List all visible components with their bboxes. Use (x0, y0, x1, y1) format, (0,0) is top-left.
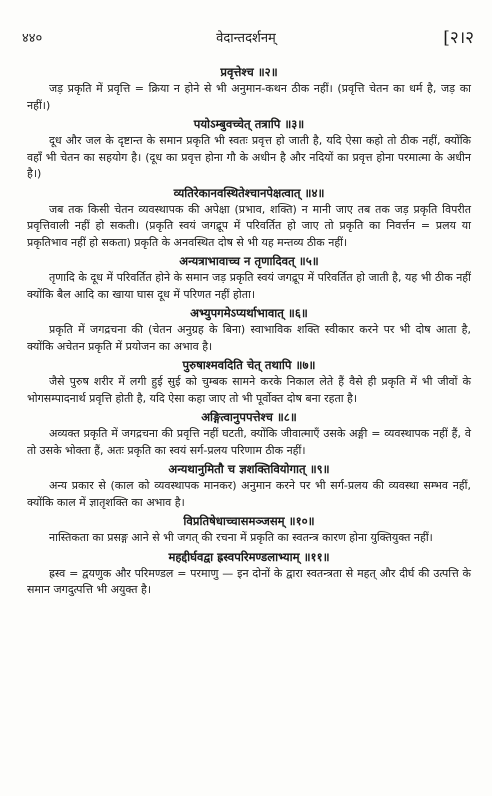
running-header (0, 28, 492, 48)
sutra-heading: अन्यत्राभावाच्च न तृणादिवत् ॥५॥ (179, 254, 319, 268)
commentary-paragraph: तृणादि के दूध में परिवर्तित होने के समान जड़ प्रकृति स्वयं जगद्रूप में परिवर्तित हो जाती है, यह भी ठीक नहीं क्योंकि बैल आदि का खाया घास दूध में परिणत नहीं होता। (27, 271, 471, 301)
section-reference: [२।२ (443, 28, 474, 48)
commentary-paragraph: जब तक किसी चेतन व्यवस्थापक की अपेक्षा (प्रभाव, शक्ति) न मानी जाए तब तक जड़ प्रकृति विपरीत प्रवृत्तिवाली नहीं हो सकती। (प्रकृति स्वयं जगद्रूप में परिवर्तित हो जाए तो प्रकृति का निवर्त्तन = प्रलय या प्रकृतिभाव नहीं हो सकता) प्रकृति के अनवस्थित दोष से भी यह मन्तव्य ठीक नहीं। (27, 202, 471, 249)
commentary-paragraph: प्रकृति में जगद्रचना की (चेतन अनुग्रह के बिना) स्वाभाविक शक्ति स्वीकार करने पर भी दोष आता है, क्योंकि अचेतन प्रकृति में प्रयोजन का अभाव है। (27, 323, 471, 353)
commentary-paragraph: जड़ प्रकृति में प्रवृत्ति = क्रिया न होने से भी अनुमान-कथन ठीक नहीं। (प्रवृत्ति चेतन का धर्म है, जड़ का नहीं।) (27, 82, 471, 112)
sutra-heading: पयोऽम्बुवच्चेत् तत्रापि ॥३॥ (193, 117, 305, 131)
sutra-heading: महद्दीर्घवद्वा ह्रस्वपरिमण्डलाभ्याम् ॥११॥ (168, 549, 330, 564)
commentary-paragraph: नास्तिकता का प्रसङ्ग आने से भी जगत् की रचना में प्रकृति का स्वतन्त्र कारण होना युक्तियुक्त नहीं। (49, 531, 433, 544)
sutra-heading: पुरुषाश्मवदिति चेत् तथापि ॥७॥ (182, 358, 316, 372)
sutra-heading: विप्रतिषेधाच्चासमञ्जसम् ॥१०॥ (183, 514, 315, 528)
sutra-heading: अङ्गित्वानुपपत्तेश्च ॥८॥ (201, 410, 297, 424)
sutra-heading: व्यतिरेकानवस्थितेश्चानपेक्षत्वात् ॥४॥ (173, 185, 325, 200)
sutra-heading: अभ्युपगमेऽप्यर्थाभावात् ॥६॥ (190, 306, 308, 320)
sutra-heading: अन्यथानुमितौ च ज्ञशक्तिवियोगात् ॥९॥ (168, 462, 330, 476)
commentary-paragraph: जैसे पुरुष शरीर में लगी हुई सुई को चुम्बक सामने करके निकाल लेते हैं वैसे ही प्रकृति में भी जीवों के भोगसम्पादनार्थ प्रवृत्ति होती है, यदि ऐसा कहा जाए तो भी पूर्वोक्त दोष बना रहता है। (27, 375, 471, 405)
page-body (27, 62, 471, 601)
commentary-paragraph: अव्यक्त प्रकृति में जगद्रचना की प्रवृत्ति नहीं घटती, क्योंकि जीवात्माएँ उसके अङ्गी = व्यवस्थापक नहीं हैं, वे तो उसके भोक्ता हैं, अतः प्रकृति का स्वयं सर्ग-प्रलय परिणाम ठीक नहीं। (27, 427, 471, 457)
commentary-paragraph: अन्य प्रकार से (काल को व्यवस्थापक मानकर) अनुमान करने पर भी सर्ग-प्रलय की व्यवस्था सम्भव नहीं, क्योंकि काल में ज्ञातृशक्ति का अभाव है। (27, 479, 471, 509)
sutra-heading: प्रवृत्तेश्च ॥२॥ (220, 65, 278, 79)
commentary-paragraph: दूध और जल के दृष्टान्त के समान प्रकृति भी स्वतः प्रवृत्त हो जाती है, यदि ऐसा कहो तो ठीक नहीं, क्योंकि वहाँ भी चेतन का सहयोग है। (दूध का प्रवृत्त होना गौ के अधीन है और नदियों का प्रवृत्त होना परमात्मा के अधीन है।) (27, 134, 471, 180)
page-title: वेदान्तदर्शनम् (216, 31, 276, 46)
page-number: ४४० (22, 31, 43, 46)
commentary-paragraph: ह्रस्व = द्वयणुक और परिमण्डल = परमाणु — इन दोनों के द्वारा स्वतन्त्रता से महत् और दीर्घ की उत्पत्ति के समान जगदुत्पत्ति भी अयुक्त है। (27, 566, 471, 596)
